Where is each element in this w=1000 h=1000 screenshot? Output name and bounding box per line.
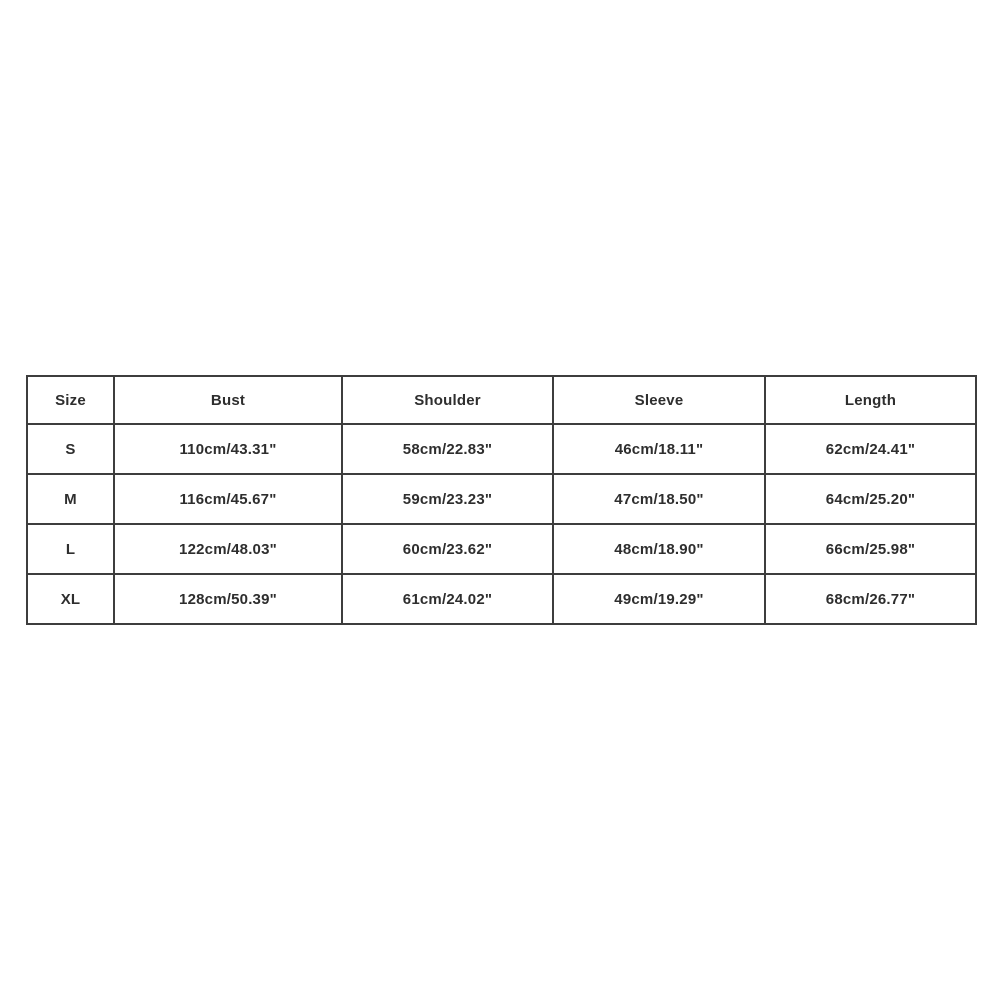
cell-xl-length: 68cm/26.77" [765,574,976,624]
table-row-xl [27,574,976,624]
header-cell-bust: Bust [114,376,342,424]
cell-xl-bust: 128cm/50.39" [114,574,342,624]
header-cell-length: Length [765,376,976,424]
cell-l-size: L [27,524,114,574]
cell-s-sleeve: 46cm/18.11" [553,424,765,474]
cell-s-size: S [27,424,114,474]
cell-l-sleeve: 48cm/18.90" [553,524,765,574]
cell-xl-sleeve: 49cm/19.29" [553,574,765,624]
table-header-row [27,376,976,424]
table-row-m [27,474,976,524]
cell-l-shoulder: 60cm/23.62" [342,524,553,574]
table-row-s [27,424,976,474]
table-row-l [27,524,976,574]
header-cell-sleeve: Sleeve [553,376,765,424]
cell-s-length: 62cm/24.41" [765,424,976,474]
cell-l-bust: 122cm/48.03" [114,524,342,574]
cell-m-bust: 116cm/45.67" [114,474,342,524]
header-cell-shoulder: Shoulder [342,376,553,424]
cell-m-size: M [27,474,114,524]
cell-m-length: 64cm/25.20" [765,474,976,524]
cell-m-shoulder: 59cm/23.23" [342,474,553,524]
cell-l-length: 66cm/25.98" [765,524,976,574]
size-chart-table [26,375,977,625]
cell-m-sleeve: 47cm/18.50" [553,474,765,524]
cell-s-shoulder: 58cm/22.83" [342,424,553,474]
cell-xl-shoulder: 61cm/24.02" [342,574,553,624]
cell-s-bust: 110cm/43.31" [114,424,342,474]
cell-xl-size: XL [27,574,114,624]
header-cell-size: Size [27,376,114,424]
